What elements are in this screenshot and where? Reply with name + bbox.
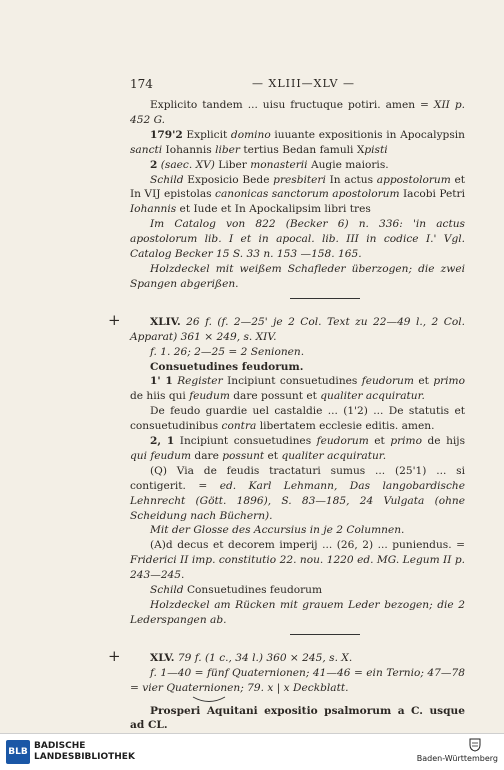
xliv-feudo: De feudo guardie uel castaldie ... (1'2) ... De statutis et consuetudinibus contra libertatem ecclesie editis. amen. [130, 405, 465, 433]
xliv-schild: Schild Consuetudines feudorum [150, 584, 323, 597]
line-saec: 2 (saec. XV) Liber monasterii Augie maioris. [150, 158, 389, 171]
xliv-via: (Q) Via de feudis tractaturi sumus ... (25'1) ... si contigerit. = ed. Karl Lehmann, Das langobardische Lehnrecht (Gött. 1896), S. 83—185, 24 Vulgata (ohne Scheidung nach Büchern). [130, 464, 465, 522]
line-schild: Schild Exposicio Bede presbiteri In actus appostolorum et In VIJ epistolas canonicas sanctorum apostolorum Iacobi Petri Iohannis et Iude et In Apockalipsim libri tres [130, 173, 466, 216]
xliv-glosse: Mit der Glosse des Accursius in je 2 Columnen. [150, 524, 405, 537]
xliv-heading: + XLIV. 26 f. (f. 2—25' je 2 Col. Text zu 22—49 l., 2 Col. Apparat) 361 × 249, s. XIV. [130, 315, 465, 345]
xlv-title: Prosperi Aquitani expositio psalmorum a C. usque ad CL. [130, 704, 465, 732]
underbrace-mark [192, 696, 226, 704]
entry-number: XLV. [150, 651, 175, 664]
crest-icon [468, 738, 482, 752]
plus-marker: + [108, 646, 121, 665]
xliv-binding: Holzdeckel am Rücken mit grauem Leder bezogen; die 2 Lederspangen ab. [130, 599, 465, 626]
catalog-note: Im Catalog von 822 (Becker 6) n. 336: 'in actus apostolorum lib. I et in apocal. lib. III in codice I.' Vgl. Catalog Becker 15 S. 33 n. 153 —158. 165. [130, 218, 465, 261]
page-number: 174 [130, 77, 153, 91]
partner-name[interactable]: Baden-Württemberg [416, 754, 498, 763]
blb-logo[interactable]: BLB [6, 740, 30, 764]
xliv-title: Consuetudines feudorum. [150, 360, 304, 373]
xliv-register: 1' 1 Register Incipiunt consuetudines feudorum et primo de hiis qui feudum dare possunt et qualiter acquiratur. [130, 375, 465, 403]
xliv-incipiunt: 2, 1 Incipiunt consuetudines feudorum et primo de hijs qui feudum dare possunt et qualiter acquiratur. [130, 435, 466, 462]
plus-marker: + [108, 310, 121, 329]
viewer-footer [0, 733, 504, 770]
entry-number: XLIV. [150, 315, 181, 328]
line-explicit: Explicito tandem ... uisu fructuque potiri. amen = XII p. 452 G. [130, 99, 465, 126]
page-content [108, 98, 466, 733]
xliv-collation: f. 1. 26; 2—25 = 2 Senionen. [150, 345, 305, 358]
xliv-decus: (A)d decus et decorem imperij ... (26, 2) ... puniendus. = Friderici II imp. constitutio 22. nou. 1220 ed. MG. Legum II p. 243—245. [130, 539, 465, 582]
library-name[interactable]: BADISCHE LANDESBIBLIOTHEK [34, 741, 135, 762]
running-head: — XLIII—XLV — [252, 77, 355, 90]
xlv-collation: f. 1—40 = fünf Quaternionen; 41—46 = ein Ternio; 47—78 = vier Quaternionen; 79. x | x Deckblatt. [130, 666, 465, 694]
binding-note: Holzdeckel mit weißem Schafleder überzogen; die zwei Spangen abgerißen. [130, 262, 465, 290]
xlv-heading: + XLV. 79 f. (1 c., 34 l.) 360 × 245, s. X. [130, 651, 465, 666]
line-179-2: 179'2 Explicit domino iuuante expositionis in Apocalypsin sancti Iohannis liber tertius Bedan famuli Xpisti [130, 128, 465, 156]
